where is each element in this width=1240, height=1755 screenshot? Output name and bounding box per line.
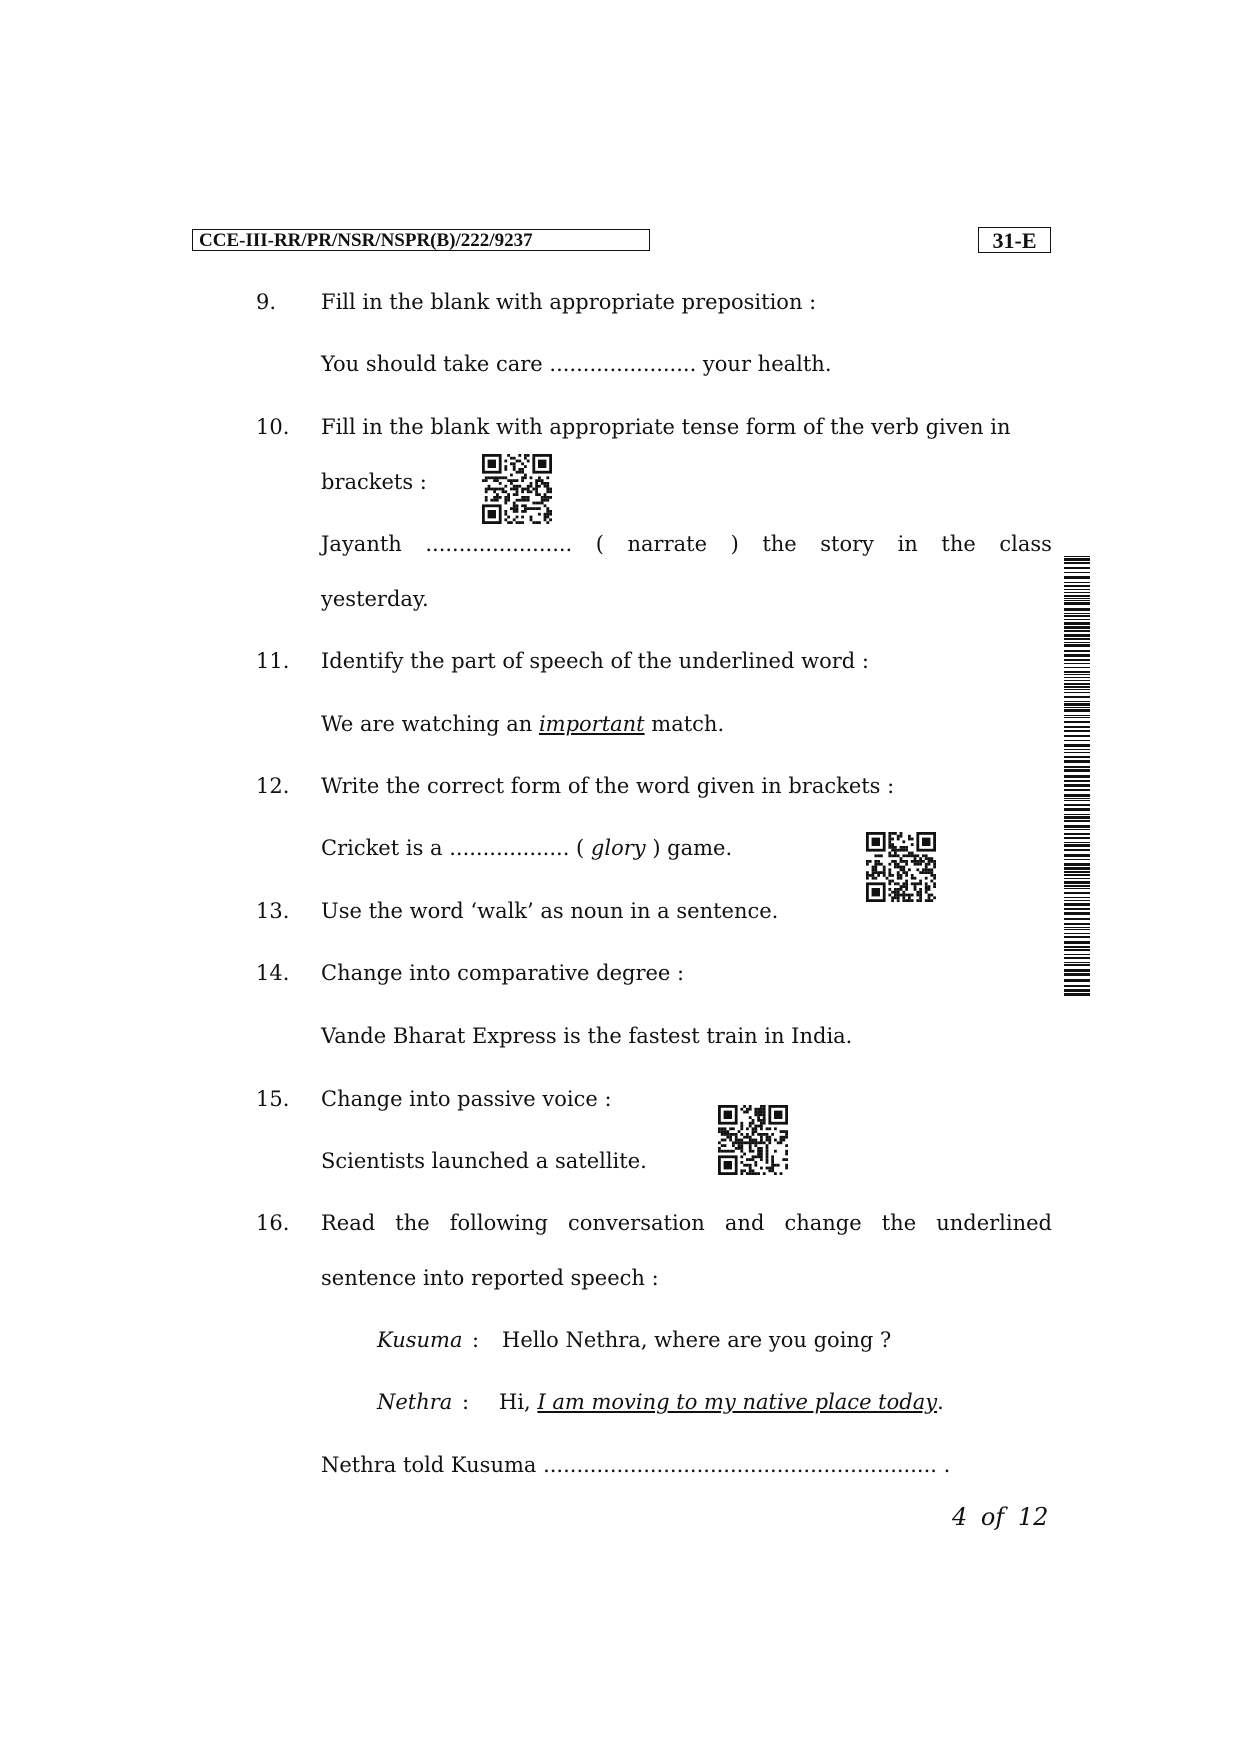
question-11-prompt: Identify the part of speech of the underlined word : xyxy=(321,649,869,673)
underlined-word: important xyxy=(538,712,645,736)
question-16-answer-line: Nethra told Kusuma ........................................................... . xyxy=(321,1453,951,1477)
barcode-icon xyxy=(1064,556,1090,1000)
bracket-close: ) xyxy=(730,532,739,556)
question-14-number: 14. xyxy=(256,961,290,985)
question-11-number: 11. xyxy=(256,649,290,673)
sentence-text: match. xyxy=(644,712,725,736)
qr-code-icon xyxy=(482,454,552,524)
sentence-text: We are watching an xyxy=(321,712,539,736)
question-10-sentence-end: yesterday. xyxy=(321,587,429,611)
word: the xyxy=(941,532,976,556)
sentence-text: Cricket is a .................. ( xyxy=(321,836,591,860)
word: the xyxy=(762,532,797,556)
dialogue-line-kusuma: Hello Nethra, where are you going ? xyxy=(502,1328,892,1352)
dialogue-speaker-nethra: Nethra xyxy=(377,1390,453,1414)
dialogue-text: Hi, xyxy=(499,1390,538,1414)
question-13-number: 13. xyxy=(256,899,290,923)
given-verb: narrate xyxy=(627,532,708,556)
word: following xyxy=(449,1211,548,1235)
word: conversation xyxy=(567,1211,705,1235)
word: and xyxy=(724,1211,765,1235)
page-number: 4 of 12 xyxy=(952,1503,1049,1531)
question-9-prompt: Fill in the blank with appropriate preposition : xyxy=(321,290,817,314)
given-word: glory xyxy=(590,836,646,860)
word: in xyxy=(897,532,918,556)
dialogue-colon: : xyxy=(472,1328,480,1352)
question-10-sentence xyxy=(321,531,1052,557)
question-9-sentence: You should take care ...................... your health. xyxy=(321,352,832,376)
qr-code-icon xyxy=(718,1105,788,1175)
bracket-open: ( xyxy=(595,532,604,556)
word: class xyxy=(999,532,1052,556)
word: underlined xyxy=(936,1211,1052,1235)
question-16-prompt-line1 xyxy=(321,1210,1052,1236)
question-10-number: 10. xyxy=(256,415,290,439)
question-14-sentence: Vande Bharat Express is the fastest train in India. xyxy=(321,1024,853,1048)
dialogue-colon: : xyxy=(462,1390,470,1414)
question-12-sentence xyxy=(321,835,732,861)
sentence-text: ) game. xyxy=(645,836,733,860)
question-9-number: 9. xyxy=(256,290,277,314)
question-10-prompt-line2: brackets : xyxy=(321,470,427,494)
answer-blank: ...................... xyxy=(425,532,573,556)
question-13-prompt: Use the word ‘walk’ as noun in a sentence. xyxy=(321,899,779,923)
dialogue-line-nethra xyxy=(499,1389,944,1415)
word: story xyxy=(820,532,875,556)
word: Jayanth xyxy=(321,532,402,556)
question-10-prompt-line1: Fill in the blank with appropriate tense form of the verb given in xyxy=(321,415,1011,439)
word: change xyxy=(784,1211,862,1235)
question-11-sentence xyxy=(321,711,724,737)
question-16-number: 16. xyxy=(256,1211,290,1235)
dialogue-speaker-kusuma: Kusuma xyxy=(377,1328,463,1352)
word: the xyxy=(395,1211,430,1235)
question-16-prompt-line2: sentence into reported speech : xyxy=(321,1266,659,1290)
question-15-sentence: Scientists launched a satellite. xyxy=(321,1149,647,1173)
question-paper-code: CCE-III-RR/PR/NSR/NSPR(B)/222/9237 xyxy=(192,229,650,251)
word: the xyxy=(881,1211,917,1235)
paper-code-badge: 31-E xyxy=(978,227,1051,253)
dialogue-text: . xyxy=(937,1390,944,1414)
qr-code-icon xyxy=(866,832,936,902)
question-15-prompt: Change into passive voice : xyxy=(321,1087,612,1111)
question-14-prompt: Change into comparative degree : xyxy=(321,961,685,985)
word: Read xyxy=(321,1211,376,1235)
question-12-prompt: Write the correct form of the word given in brackets : xyxy=(321,774,895,798)
question-12-number: 12. xyxy=(256,774,290,798)
underlined-sentence: I am moving to my native place today xyxy=(537,1390,938,1414)
question-15-number: 15. xyxy=(256,1087,290,1111)
